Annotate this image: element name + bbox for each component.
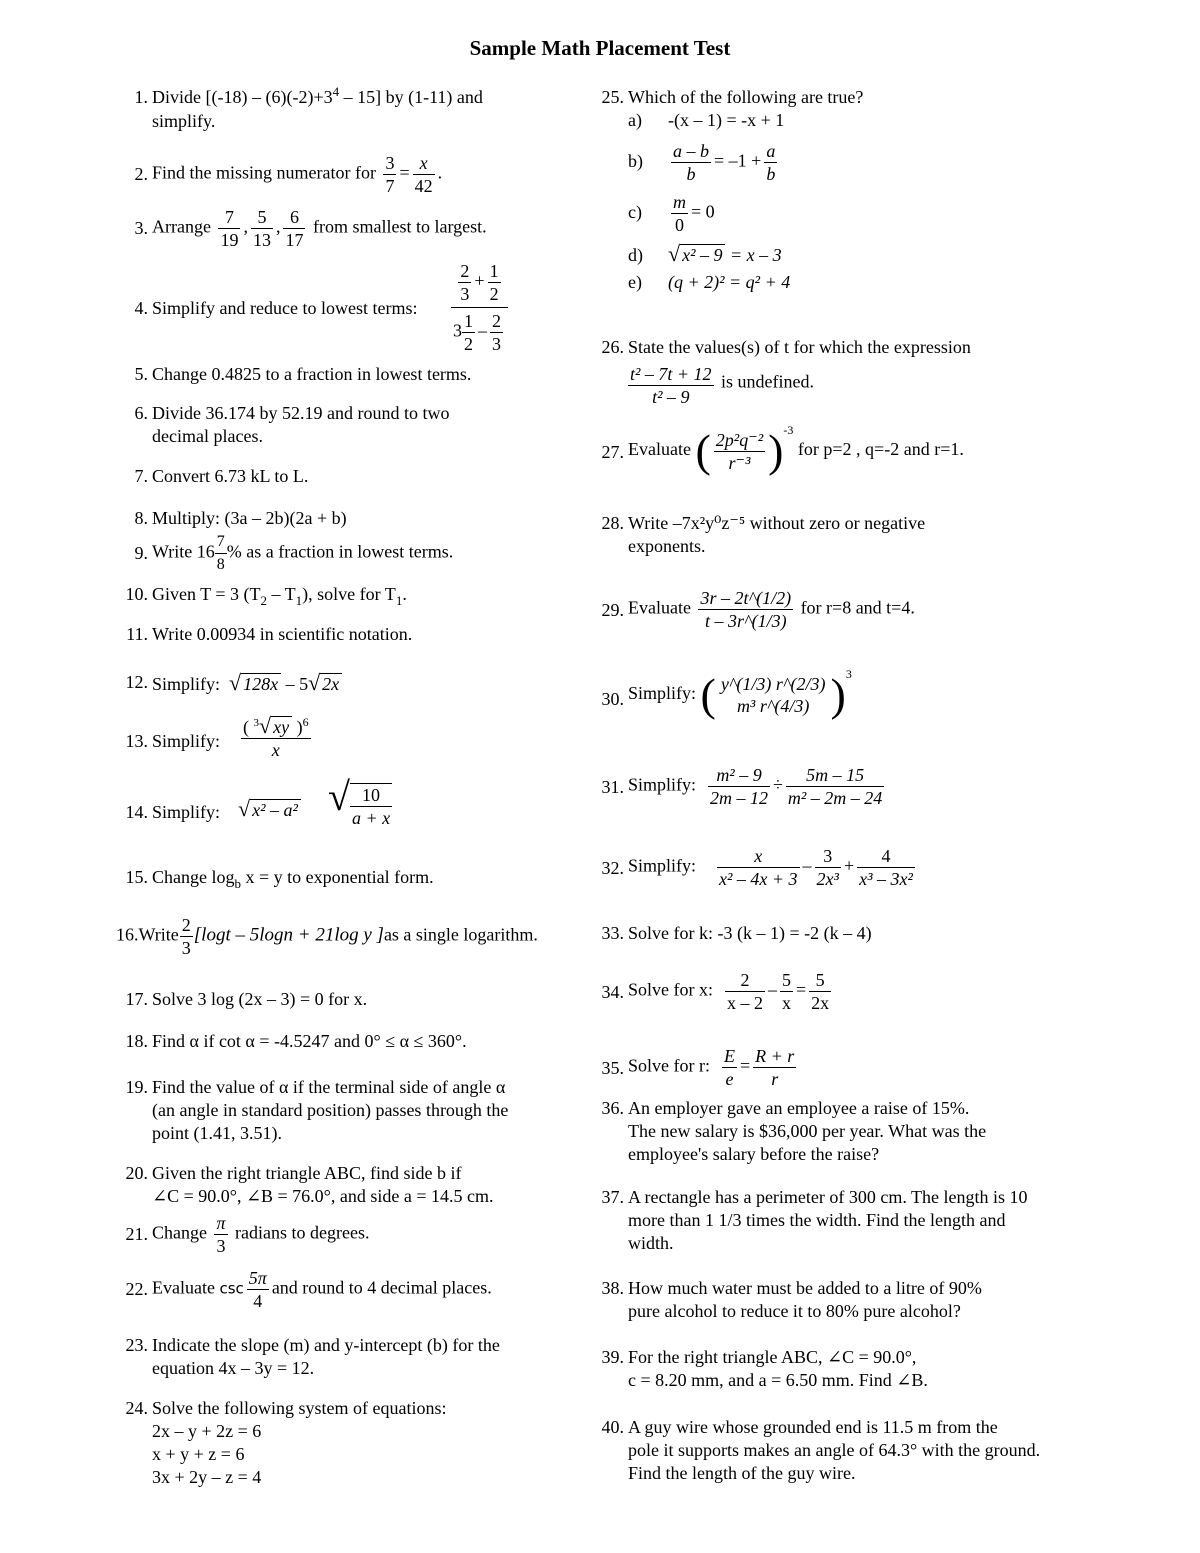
question-number: 23.: [125, 1335, 148, 1355]
question-38: 38. How much water must be added to a litre of 90% pure alcohol to reduce it to 80% pure alcohol?: [628, 1277, 982, 1323]
question-13: 13. Simplify: $\frac{( ^3√ xy )^6}{x}$: [152, 711, 220, 734]
question-number: 6.: [134, 403, 148, 423]
question-23: 23. Indicate the slope (m) and y-intercept (b) for the equation 4x – 3y = 12.: [152, 1334, 500, 1380]
question-number: 19.: [125, 1077, 148, 1097]
question-number: 30.: [601, 689, 624, 709]
question-number: 10.: [125, 584, 148, 604]
question-number: 39.: [601, 1347, 624, 1367]
question-4: 4. Simplify and reduce to lowest terms: $\frac{2}{3}$ + $\frac{1}{2}$ 3 $\frac{1}{2}$ – $\frac{2}{3}$: [152, 260, 417, 283]
question-number: 27.: [601, 442, 624, 462]
question-19: 19. Find the value of α if the terminal side of angle α (an angle in standard position) passes through the point (1.41, 3.51).: [152, 1076, 508, 1145]
question-36: 36. An employer gave an employee a raise of 15%. The new salary is $36,000 per year. What was the employee's salary before the raise?: [628, 1097, 986, 1166]
question-number: 18.: [125, 1031, 148, 1051]
question-number: 4.: [134, 298, 148, 318]
question-12: 12. Simplify: √ 128x – 5√ 2x: [152, 671, 342, 696]
question-number: 28.: [601, 513, 624, 533]
question-16: 16.Write $\frac{2}{3}$ [logt – 5logn + 21log y ]as a single logarithm.: [116, 915, 538, 958]
fraction: $\frac{6}{17}$: [285, 207, 304, 250]
question-30: 30. Simplify: ( y^(1/3) r^(2/3) m³ r^(4/3) )$^3$: [628, 672, 852, 718]
question-number: 14.: [125, 802, 148, 822]
question-number: 24.: [125, 1398, 148, 1418]
question-39: 39. For the right triangle ABC, ∠C = 90.0°, c = 8.20 mm, and a = 6.50 mm. Find ∠B.: [628, 1346, 928, 1392]
question-number: 2.: [134, 164, 148, 184]
question-25: 25. Which of the following are true? a) -(x – 1) = -x + 1 b) $\frac{a - b}{b}$ = –1 + $\frac{a}{b}$ c) $\frac{m}{0}$ = 0 d) √ x² – 9 = x – 3 e) (q + 2)² = q² + 4: [628, 86, 863, 294]
question-number: 25.: [601, 87, 624, 107]
question-28: 28. Write –7x²y⁰z⁻⁵ without zero or negative exponents.: [628, 512, 925, 558]
question-number: 5.: [134, 364, 148, 384]
question-number: 11.: [126, 624, 148, 644]
radicand: 2x: [320, 673, 342, 694]
fraction: $\frac{5}{13}$: [252, 207, 271, 250]
question-1: 1. Divide $[(-18) - (6)(-2)+3^4 - 15]$ by (1-11) and simplify.: [152, 86, 483, 133]
question-31: 31. Simplify: $\frac{\text{m² – 9}}{2m - 12}$ ÷ $\frac{5m - 15}{\text{m² – 2m – 24}}$: [628, 764, 887, 809]
question-number: 33.: [601, 923, 624, 943]
fraction: $\frac{3}{7}$: [385, 153, 395, 196]
question-number: 38.: [601, 1278, 624, 1298]
question-number: 15.: [125, 867, 148, 887]
fraction: $\frac{( ^3√ xy )^6}{x}$: [243, 713, 309, 760]
question-number: 17.: [125, 989, 148, 1009]
question-number: 32.: [601, 858, 624, 878]
question-20: 20. Given the right triangle ABC, find side b if ∠C = 90.0°, ∠B = 76.0°, and side a = 14.5 cm.: [152, 1162, 494, 1208]
question-number: 21.: [125, 1224, 148, 1244]
question-21: 21. Change $\frac{\pi}{3}$ radians to degrees.: [152, 1212, 369, 1257]
question-number: 3.: [134, 218, 148, 238]
question-2: 2. Find the missing numerator for $\frac{3}{7}$ = $\frac{x}{42}$ .: [152, 152, 442, 197]
question-11: 11. Write 0.00934 in scientific notation.: [152, 623, 412, 646]
question-number: 12.: [125, 672, 148, 692]
question-number: 13.: [125, 731, 148, 751]
question-5: 5. Change 0.4825 to a fraction in lowest terms.: [152, 363, 471, 386]
question-number: 9.: [134, 543, 148, 563]
complex-fraction: $\frac{2}{3}$ + $\frac{1}{2}$ 3 $\frac{1}{2}$ – $\frac{2}{3}$: [451, 260, 508, 355]
question-number: 35.: [601, 1058, 624, 1078]
question-35: 35. Solve for r: $\frac{E}{e}$ = $\frac{R + r}{r}$: [628, 1045, 799, 1090]
question-number: 26.: [601, 337, 624, 357]
question-number: 1.: [134, 87, 148, 107]
question-32: 32. Simplify: $\frac{x}{\text{x² – 4x + 3}}$ – $\frac{3}{\text{2x³}}$ + $\frac{4}{\text{x³ – 3x²}}$: [628, 845, 918, 890]
question-40: 40. A guy wire whose grounded end is 11.5 m from the pole it supports makes an angle of 64.3° with the ground. Find the length of the guy wire.: [628, 1416, 1040, 1485]
question-26: 26. State the values(s) of t for which the expression $\frac{\text{t² – 7t + 12}}{\text{t² – 9}}$ is undefined.: [628, 336, 971, 408]
question-10: 10. Given T = 3 $(T_2 - T_1)$, solve for $T_1$.: [152, 583, 407, 607]
question-number: 7.: [134, 466, 148, 486]
question-24: 24. Solve the following system of equations: 2x – y + 2z = 6 x + y + z = 6 3x + 2y – z = 4: [152, 1397, 446, 1489]
question-33: 33. Solve for k: -3 (k – 1) = -2 (k – 4): [628, 922, 872, 945]
question-number: 37.: [601, 1187, 624, 1207]
fraction: $\frac{x}{42}$: [414, 153, 433, 196]
question-8: 8. Multiply: (3a – 2b)(2a + b): [152, 507, 347, 530]
question-6: 6. Divide 36.174 by 52.19 and round to two decimal places.: [152, 402, 449, 448]
question-number: 40.: [601, 1417, 624, 1437]
question-37: 37. A rectangle has a perimeter of 300 cm. The length is 10 more than 1 1/3 times the width. Find the length and width.: [628, 1186, 1028, 1255]
fraction: $\frac{7}{19}$: [220, 207, 239, 250]
question-number: 36.: [601, 1098, 624, 1118]
question-34: 34. Solve for x: $\frac{2}{x - 2}$ – $\frac{5}{x}$ = $\frac{5}{2x}$: [628, 969, 834, 1014]
question-number: 29.: [601, 600, 624, 620]
question-22: 22. Evaluate csc $\frac{5\pi}{4}$ and round to 4 decimal places.: [152, 1267, 492, 1312]
page-title: Sample Math Placement Test: [469, 36, 731, 60]
question-number: 34.: [601, 982, 624, 1002]
question-3: 3. Arrange $\frac{7}{19}$ , $\frac{5}{13}$ , $\frac{6}{17}$ from smallest to largest.: [152, 206, 487, 251]
question-number: 31.: [601, 777, 624, 797]
question-7: 7. Convert 6.73 kL to L.: [152, 465, 308, 488]
question-27: 27. Evaluate ( $\frac{\text{2p²q⁻²}}{\text{r⁻³}}$ )$^{-3}$ for p=2 , q=-2 and r=1.: [628, 428, 964, 474]
question-number: 8.: [134, 508, 148, 528]
question-14: 14. Simplify: √ x² – a² √ $\frac{10}{a + x}$: [152, 783, 220, 806]
question-17: 17. Solve 3 log (2x – 3) = 0 for x.: [152, 988, 367, 1011]
question-9: 9. Write 16 $\frac{7}{8}$ % as a fraction in lowest terms.: [152, 531, 453, 576]
question-18: 18. Find α if cot α = -4.5247 and 0° ≤ α ≤ 360°.: [152, 1030, 467, 1053]
radicand: 128x: [241, 673, 281, 694]
question-29: 29. Evaluate $\frac{3r - 2t\^{}(1/2)}{t - 3r\^{}(1/3)}$ for r=8 and t=4.: [628, 587, 915, 632]
question-number: 22.: [125, 1279, 148, 1299]
question-number: 20.: [125, 1163, 148, 1183]
question-15: 15. Change $\log_b x = y$ to exponential form.: [152, 866, 434, 890]
